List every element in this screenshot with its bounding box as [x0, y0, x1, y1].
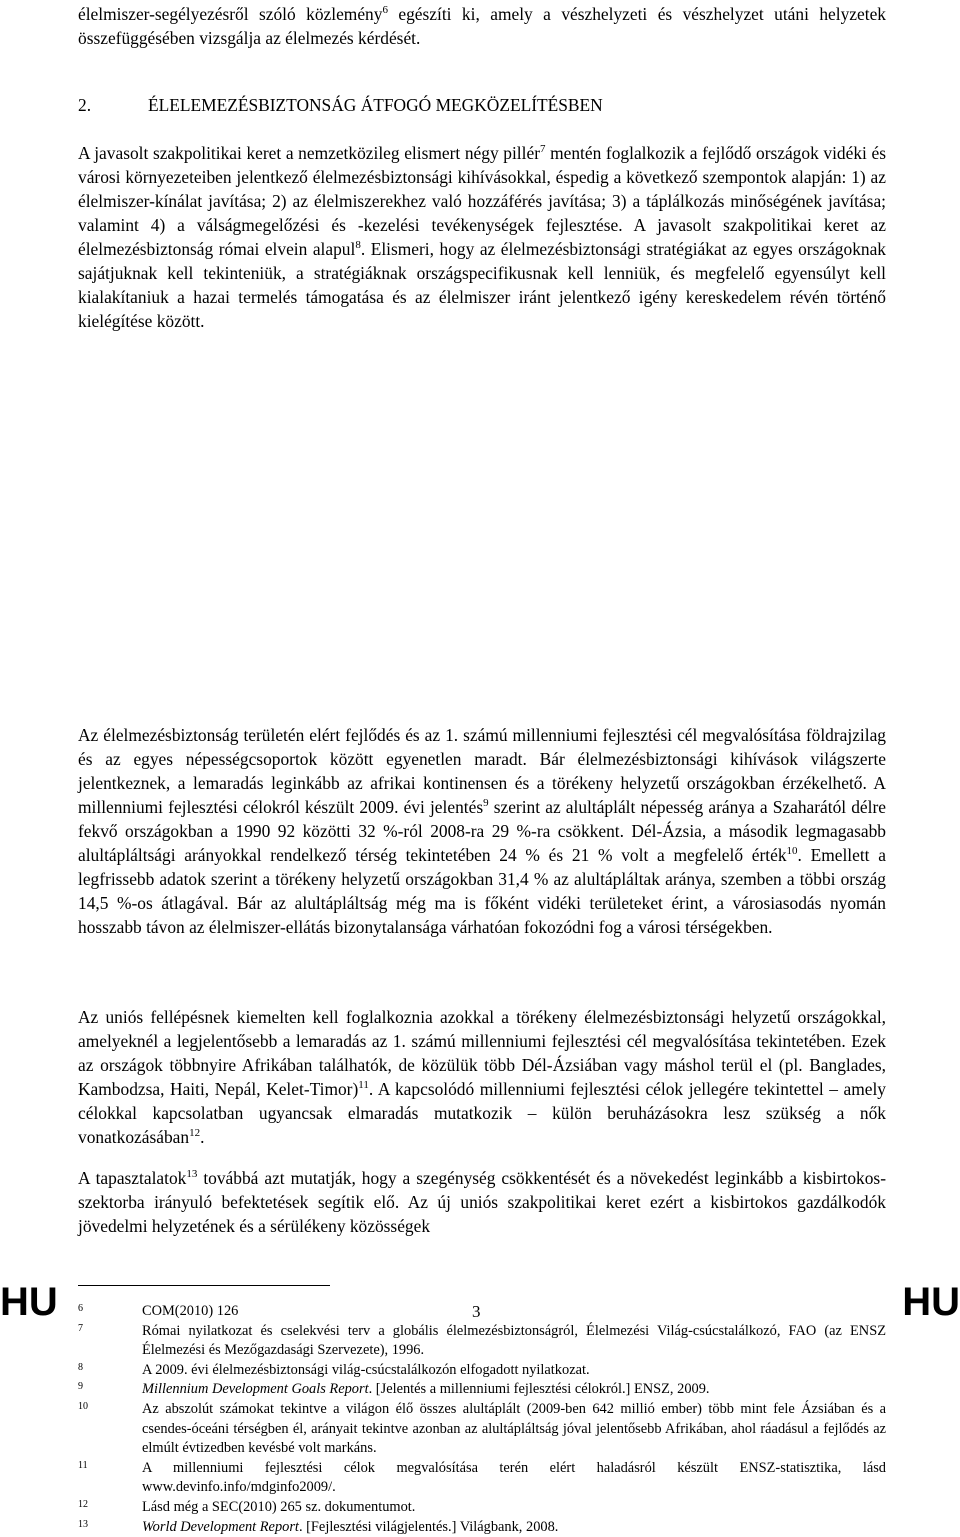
footnote-number: 12 [78, 1498, 88, 1510]
footnote-text: COM(2010) 126 [142, 1303, 239, 1319]
intro-paragraph [78, 2, 886, 50]
page-number: 3 [472, 1302, 481, 1321]
text-run: mentén foglalkozik a fejlődő országok vidéki és városi környezeteiben jelentkező élelmezésbiztonsági kihívásokkal, éspedig a következő szempontok alapján: 1) az élelmiszer-kínálat javítása; 2) az élelmiszerekhez való hozzáférés javítása; 3) a táplálkozás minőségének javítása; valamint 4) a válságmegelőzési és -kezelési tevékenységek fejlesztése. A javasolt szakpolitikai keret az élelmezésbiztonság római elvein alapul [78, 143, 886, 259]
section-title: ÉLELEMEZÉSBIZTONSÁG ÁTFOGÓ MEGKÖZELÍTÉSBEN [148, 95, 603, 115]
text-run: . Elismeri, hogy az élelmezésbiztonsági stratégiákat az egyes országoknak sajátjuknak kell tekinteniük, a stratégiáknak országspecifikusnak kell lenniük, és megfelelő egyensúlyt kell kialakítaniuk a hazai termelés támogatása és az élelmiszer iránt jelentkező igény kereskedelem révén történő kielégítése között. [78, 239, 886, 331]
footnote-text: Római nyilatkozat és cselekvési terv a globális élelmezésbiztonságról, Élelmezési Világ-csúcstalálkozó, FAO (az ENSZ Élelmezési és Mezőgazdasági Szervezete), 1996. [142, 1322, 886, 1359]
footnote-number: 11 [78, 1459, 88, 1471]
footnote-number: 9 [78, 1381, 83, 1393]
paragraph-4 [78, 1166, 886, 1238]
text-run: szerint az alultáplált népesség aránya a Szaharától délre fekvő országokban a 1990 92 közötti 32 %-ról 2008-ra 29 %-ra csökkent. Dél-Ázsia, a második legmagasabb alultápláltsági arányokkal rendelkező térség tekintetében 24 % és 21 % volt a megfelelő érték [78, 797, 886, 865]
footnote [78, 1302, 886, 1322]
footer-language-code-right: HU [902, 1280, 960, 1324]
footnote-text: . [Jelentés a millenniumi fejlesztési célokról.] ENSZ, 2009. [368, 1381, 710, 1398]
text-run: egészíti ki, amely a vészhelyzeti és vészhelyzet utáni helyzetek összefüggésében vizsgálja az élelmezés kérdését. [78, 4, 886, 48]
footnotes [78, 1302, 886, 1537]
footnote-number: 13 [78, 1518, 88, 1530]
footnote [78, 1322, 886, 1361]
text-run: Az élelmezésbiztonság területén elért fejlődés és az 1. számú millenniumi fejlesztési cél megvalósítása földrajzilag és az egyes népességcsoportok között egyenetlen maradt. Bár élelmezésbiztonsági kihívások világszerte jelentkeznek, a lemaradás leginkább az afrikai kontinensen és a törékeny helyzetű országokban érzékelhető. A millenniumi fejlesztési célokról készült 2009. évi jelentés [78, 725, 886, 817]
footnote-number: 7 [78, 1322, 83, 1334]
footnote-number: 6 [78, 1303, 83, 1314]
footnote-ref[interactable]: 10 [786, 845, 798, 857]
footnote-ref[interactable]: 11 [358, 1079, 369, 1091]
text-run: továbbá azt mutatják, hogy a szegénység csökkentését és a növekedést leginkább a kisbirtokos-szektorba irányuló befektetések segítik elő. Az új uniós szakpolitikai keret ezért a kisbirtokos gazdálkodók jövedelmi helyzetének és a sérülékeny közösségek [78, 1168, 886, 1236]
footnote-text: . [Fejlesztési világjelentés.] Világbank, 2008. [298, 1518, 559, 1535]
section-number: 2. [78, 95, 92, 115]
footnote-title: Millennium Development Goals Report [142, 1381, 369, 1398]
footnote-text: A 2009. évi élelmezésbiztonsági világ-csúcstalálkozón elfogadott nyilatkozat. [142, 1361, 590, 1378]
footnote-number: 8 [78, 1361, 83, 1373]
text-run: . Emellett a legfrissebb adatok szerint a törékeny helyzetű országokban 31,4 % az alultápláltak aránya, szemben a többi ország 14,5 %-os átlagával. Bár az alultápláltság még ma is főként vidéki területeket érint, a városiasodás nyomán hosszabb távon az élelmiszer-ellátás bizonytalansága várhatóan fokozódni fog a városi térségekben. [78, 845, 886, 937]
footnote [78, 1400, 886, 1459]
footnote [78, 1498, 886, 1518]
text-run: A javasolt szakpolitikai keret a nemzetközileg elismert négy pillér [78, 143, 540, 163]
footnote-text: A millenniumi fejlesztési célok megvalósítása terén elért haladásról készült ENSZ-statisztika, lásd www.devinfo.info/mdginfo2009/. [142, 1459, 886, 1496]
footnote [78, 1459, 886, 1498]
footnote-text: Az abszolút számokat tekintve a világon élő összes alultáplált (2009-ben 642 millió ember) több mint fele Ázsiában és a csendes-óceáni térségben él, arányait tekintve azonban az alultápláltság jóval jelentősebb Afrikában, ahol ráadásul a fejlődés az elmúlt évtizedben kevésbé volt markáns. [142, 1400, 886, 1457]
footer-language-code-left: HU [0, 1280, 58, 1324]
footnote-title: World Development Report [142, 1518, 299, 1535]
paragraph-1 [78, 141, 886, 333]
footnote-ref[interactable]: 6 [382, 4, 388, 16]
text-run: Az uniós fellépésnek kiemelten kell foglalkoznia azokkal a törékeny élelmezésbiztonsági helyzetű országokkal, amelyeknél a legjelentősebb a lemaradás az 1. számú millenniumi fejlesztési cél megvalósítása tekintetében. Ezek az országok többnyire Afrikában találhatók, de közülük több Dél-Ázsiában vagy máshol terül el (pl. Banglades, Kambodzsa, Haiti, Nepál, Kelet-Timor) [78, 1007, 886, 1099]
text-run: . [200, 1127, 205, 1147]
paragraph-3 [78, 1005, 886, 1149]
section-heading [78, 93, 886, 117]
footnote-ref[interactable]: 12 [189, 1127, 201, 1139]
footnote-number: 10 [78, 1400, 88, 1412]
footnote-ref[interactable]: 9 [483, 797, 489, 809]
footnote [78, 1361, 886, 1381]
footnote-separator [78, 1285, 330, 1286]
footnote [78, 1518, 886, 1537]
footnote-ref[interactable]: 13 [186, 1168, 198, 1180]
text-run: . A kapcsolódó millenniumi fejlesztési célok jellegére tekintettel – amely célokkal kapcsolatban ugyancsak elmaradás mutatkozik – külön beruházásokra lesz szükség a nők vonatkozásában [78, 1079, 886, 1147]
footnote-ref[interactable]: 8 [355, 239, 361, 251]
paragraph-2 [78, 723, 886, 939]
footnote-ref[interactable]: 7 [539, 143, 546, 155]
text-run: élelmiszer-segélyezésről szóló közlemény [78, 4, 383, 24]
text-run: A tapasztalatok [78, 1168, 187, 1188]
footnote [78, 1380, 886, 1400]
footnote-text: Lásd még a SEC(2010) 265 sz. dokumentumot. [142, 1498, 416, 1515]
